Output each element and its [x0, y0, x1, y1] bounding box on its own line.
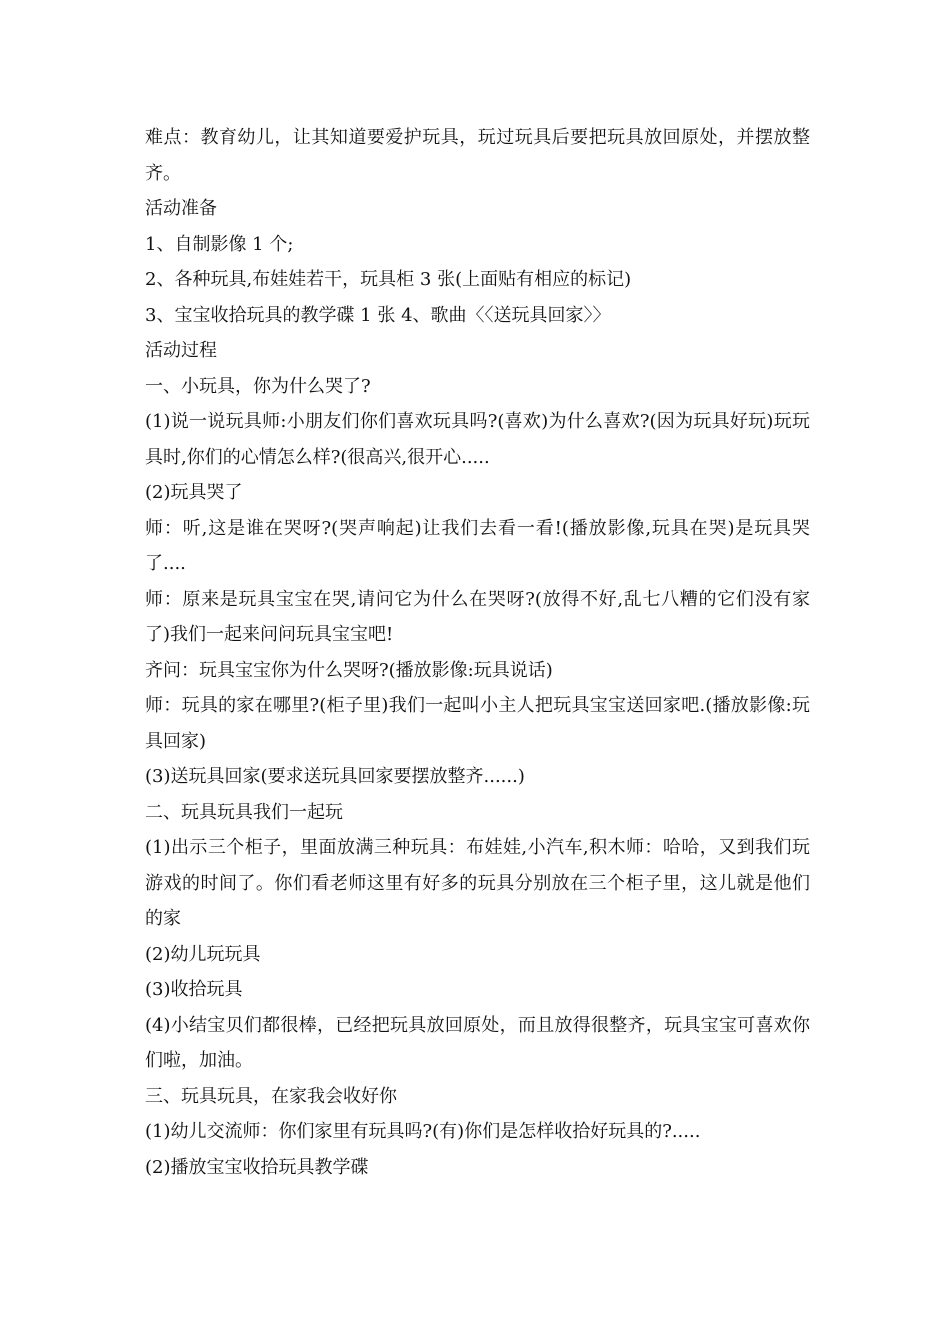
list-item-preparation-1: 1、自制影像 1 个; — [145, 233, 294, 255]
paragraph-teacher-why-crying: 师：原来是玩具宝宝在哭,请问它为什么在哭呀?(放得不好,乱七八糟的它们没有家了)我们一起来问问玩具宝宝吧! — [145, 588, 810, 645]
paragraph-step-3-1: (1)幼儿交流师：你们家里有玩具吗?(有)你们是怎样收拾好玩具的?..... — [145, 1121, 701, 1142]
paragraph-step-2-3: (3)收拾玩具 — [145, 979, 243, 1000]
paragraph-step-2-1: (1)出示三个柜子，里面放满三种玩具：布娃娃,小汽车,积木师：哈哈，又到我们玩游戏的时间了。你们看老师这里有好多的玩具分别放在三个柜子里，这儿就是他们的家 — [145, 837, 810, 929]
paragraph-step-1-1: (1)说一说玩具师:小朋友们你们喜欢玩具吗?(喜欢)为什么喜欢?(因为玩具好玩)玩玩具时,你们的心情怎么样?(很高兴,很开心..... — [145, 411, 810, 468]
heading-activity-preparation: 活动准备 — [145, 198, 217, 219]
document-body — [145, 120, 810, 1185]
paragraph-step-2-2: (2)幼儿玩玩具 — [145, 943, 261, 965]
list-item-preparation-3: 3、宝宝收拾玩具的教学碟 1 张 4、歌曲〈〈送玩具回家〉〉 — [145, 304, 611, 326]
section-heading-2: 二、玩具玩具我们一起玩 — [145, 801, 343, 823]
section-heading-1: 一、小玩具，你为什么哭了? — [145, 375, 371, 397]
list-item-preparation-2: 2、各种玩具,布娃娃若干，玩具柜 3 张(上面贴有相应的标记) — [145, 269, 632, 290]
paragraph-step-1-2: (2)玩具哭了 — [145, 482, 243, 503]
paragraph-step-1-3: (3)送玩具回家(要求送玩具回家要摆放整齐......) — [145, 766, 525, 787]
paragraph-ask-together: 齐问：玩具宝宝你为什么哭呀?(播放影像:玩具说话) — [145, 659, 553, 681]
section-heading-3: 三、玩具玩具，在家我会收好你 — [145, 1085, 397, 1107]
heading-activity-process: 活动过程 — [145, 340, 217, 361]
paragraph-step-3-2: (2)播放宝宝收拾玩具教学碟 — [145, 1156, 369, 1178]
paragraph-step-2-4: (4)小结宝贝们都很棒，已经把玩具放回原处，而且放得很整齐，玩具宝宝可喜欢你们啦，加油。 — [145, 1014, 810, 1071]
paragraph-teacher-listen: 师：听,这是谁在哭呀?(哭声响起)让我们去看一看!(播放影像,玩具在哭)是玩具哭了.... — [145, 517, 810, 574]
paragraph-difficulty: 难点：教育幼儿，让其知道要爱护玩具，玩过玩具后要把玩具放回原处，并摆放整齐。 — [145, 127, 810, 184]
paragraph-teacher-toy-home: 师：玩具的家在哪里?(柜子里)我们一起叫小主人把玩具宝宝送回家吧.(播放影像:玩具回家) — [145, 695, 810, 752]
